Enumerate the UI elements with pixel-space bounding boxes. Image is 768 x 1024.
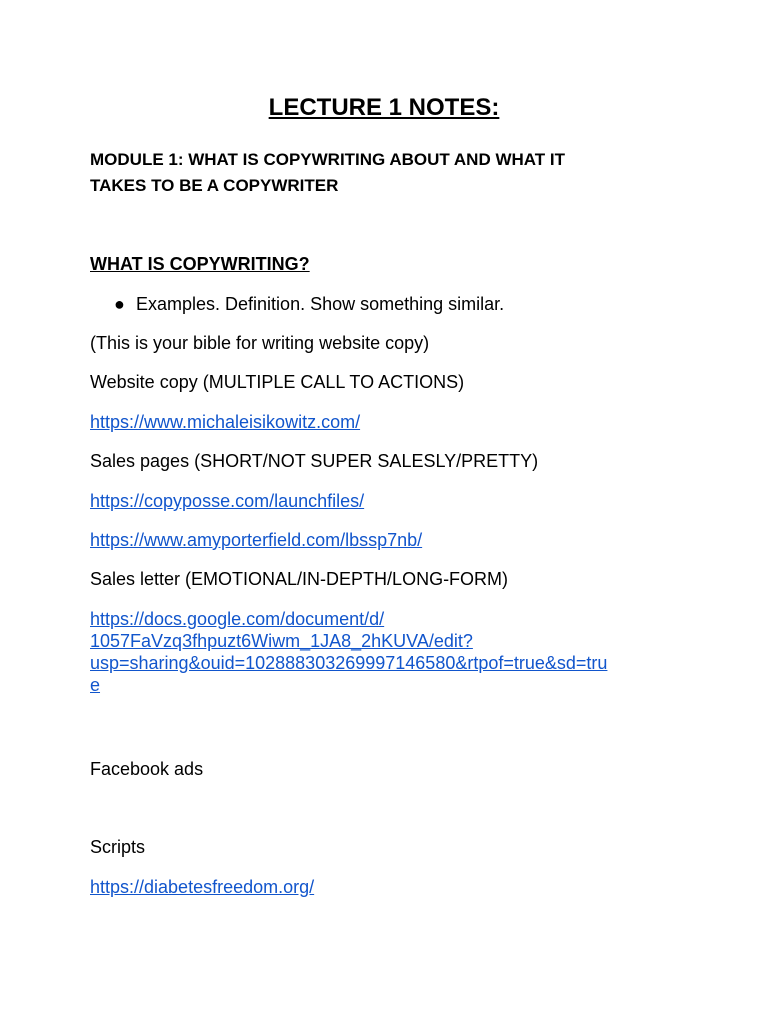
link-row-google-doc [90,608,607,696]
link-copyposse[interactable]: https://copyposse.com/launchfiles/ [90,491,365,511]
module-heading-line-1: MODULE 1: WHAT IS COPYWRITING ABOUT AND WHAT IT [90,150,566,169]
link-diabetesfreedom[interactable]: https://diabetesfreedom.org/ [90,877,315,897]
bullet-icon: ● [114,294,125,314]
module-heading-line-2: TAKES TO BE A COPYWRITER [90,176,339,195]
link-google-doc-line-3: usp=sharing&ouid=102888303269997146580&rtpof=true&sd=tru [90,653,608,673]
bible-note: (This is your bible for writing website copy) [90,333,430,353]
link-google-doc-line-2: 1057FaVzq3fhpuzt6Wiwm_1JA8_2hKUVA/edit? [90,631,473,651]
link-michaleisikowitz[interactable]: https://www.michaleisikowitz.com/ [90,412,361,432]
website-copy-label: Website copy (MULTIPLE CALL TO ACTIONS) [90,372,465,392]
link-google-doc-line-1: https://docs.google.com/document/d/ [90,609,385,629]
link-row-michael [90,411,360,433]
page-title: LECTURE 1 NOTES: [268,94,500,121]
link-row-amy [90,529,422,551]
sales-pages-label: Sales pages (SHORT/NOT SUPER SALESLY/PRETTY) [90,451,539,471]
link-amyporterfield[interactable]: https://www.amyporterfield.com/lbssp7nb/ [90,530,423,550]
sales-letter-label: Sales letter (EMOTIONAL/IN-DEPTH/LONG-FORM) [90,569,509,589]
facebook-ads-label: Facebook ads [90,759,204,779]
module-heading [90,147,565,199]
scripts-label: Scripts [90,837,146,857]
link-google-doc[interactable] [90,608,607,696]
link-row-copyposse [90,490,364,512]
link-google-doc-line-4: e [90,675,101,695]
bullet-item [114,293,504,315]
link-row-diabetes [90,876,314,898]
section-heading: WHAT IS COPYWRITING? [90,254,310,274]
bullet-text: Examples. Definition. Show something similar. [136,294,505,314]
